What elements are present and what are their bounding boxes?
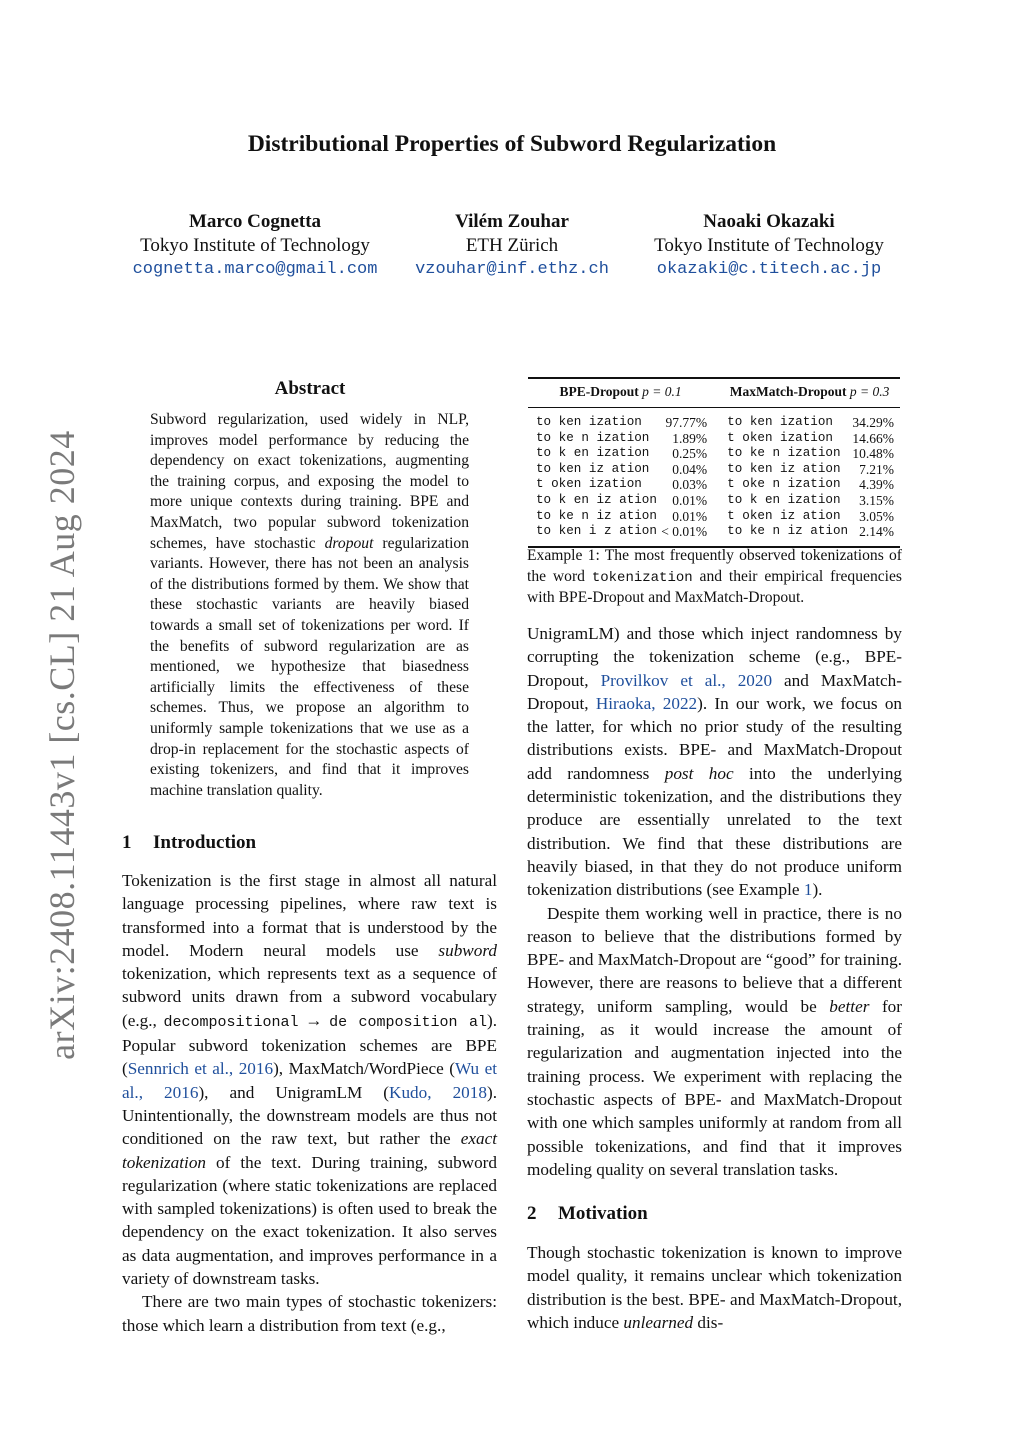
table-cell: to k en ization <box>727 492 841 507</box>
table-cell: 0.01% <box>672 508 708 524</box>
table-cell: t oke n ization <box>727 477 841 492</box>
text: ). Unintentionally, the downstream models are thus not conditioned on the raw text, but rather the <box>122 1082 497 1149</box>
paragraph: There are two main types of stochastic tokenizers: those which learn a distribution from text (e.g., <box>122 1292 497 1335</box>
text: dis- <box>693 1312 724 1332</box>
citation-link[interactable]: Kudo, 2018 <box>389 1082 487 1102</box>
paragraph <box>527 622 902 902</box>
table-cell: to ke n ization <box>536 430 650 445</box>
table-row <box>528 431 900 447</box>
citation-link[interactable]: Hiraoka, 2022 <box>595 693 698 713</box>
paper-title: Distributional Properties of Subword Regularization <box>247 131 777 157</box>
text: Example 1: The most frequently observed tokenizations of the word <box>527 547 902 585</box>
author-affiliation: ETH Zürich <box>465 235 559 256</box>
table-cell: t oken ization <box>536 477 642 492</box>
table-cell: 3.15% <box>859 492 894 508</box>
table-cell: to ke n iz ation <box>727 524 849 539</box>
right-column-body <box>527 622 902 1181</box>
author-email[interactable]: vzouhar@inf.ethz.ch <box>415 260 609 279</box>
text: of the text. During training, subword regularization (where static tokenizations are replaced with sampled tokenizations) is often used to break the dependency on the exact tokenization. It also serves as data augmentation, and improves performance in a variety of downstream tasks. <box>122 1152 497 1289</box>
example-reference-link[interactable]: 1 <box>803 880 813 900</box>
table-cell: 3.05% <box>859 508 894 524</box>
emphasis: better <box>829 996 870 1016</box>
emphasis: unlearned <box>623 1312 694 1332</box>
text: UnigramLM) and those which inject randomness by corrupting the tokenization scheme (e.g., BPE-Dropout, <box>527 624 902 690</box>
table-cell: to k en iz ation <box>536 492 657 507</box>
text: ). Popular subword tokenization schemes are BPE ( <box>122 1010 497 1079</box>
citation-link[interactable]: Provilkov et al., 2020 <box>600 670 773 690</box>
paragraph <box>527 902 902 1182</box>
table-cell: to ke n iz ation <box>536 508 657 523</box>
header-param: p = 0.1 <box>642 384 682 399</box>
emphasis: subword <box>438 940 497 960</box>
author-block-3 <box>619 210 919 282</box>
table-row <box>528 408 900 431</box>
header-label: MaxMatch-Dropout <box>729 384 850 399</box>
table-header-maxmatch <box>719 378 900 408</box>
inline-code: decompositional <box>163 1013 299 1031</box>
motivation-body <box>527 1241 902 1334</box>
table-cell: < 0.01% <box>661 524 708 540</box>
arxiv-identifier: arXiv:2408.11443v1 [cs.CL] 21 Aug 2024 <box>42 430 82 1060</box>
abstract-emphasis: dropout <box>324 534 374 552</box>
text: ). <box>812 880 823 900</box>
text: Though stochastic tokenization is known to improve model quality, it remains unclear which tokenization distribution is the best. BPE- and MaxMatch-Dropout, which induce <box>527 1243 902 1332</box>
author-name: Vilém Zouhar <box>455 211 569 232</box>
table-cell: 34.29% <box>852 415 894 430</box>
table-cell: to ke n ization <box>727 446 841 461</box>
section-heading-introduction <box>122 832 256 854</box>
paragraph <box>122 869 497 1290</box>
section-title: Motivation <box>558 1203 648 1224</box>
table-cell: 97.77% <box>665 415 708 430</box>
table-row <box>528 524 900 547</box>
author-affiliation: Tokyo Institute of Technology <box>140 235 370 256</box>
text: ), MaxMatch/WordPiece ( <box>273 1059 455 1079</box>
table-caption <box>527 546 902 609</box>
inline-code: tokenization <box>591 569 693 586</box>
table-row <box>528 446 900 462</box>
abstract-text <box>150 410 469 801</box>
table-header-row <box>528 378 900 408</box>
table-cell: 1.89% <box>672 430 708 446</box>
table-cell: t oken ization <box>727 430 833 445</box>
section-number: 1 <box>122 832 132 853</box>
citation-link[interactable]: Wu et al., 2016 <box>122 1059 497 1102</box>
section-heading-motivation <box>527 1203 648 1225</box>
author-name: Naoaki Okazaki <box>703 211 835 232</box>
author-email[interactable]: okazaki@c.titech.ac.jp <box>656 260 882 279</box>
table-cell: 2.14% <box>859 524 894 540</box>
table-cell: 10.48% <box>852 446 894 462</box>
table-cell: to ken i z ation <box>536 524 657 539</box>
text: tokenization, which represents text as a sequence of subword units drawn from a subword vocabulary (e.g., <box>122 964 497 1030</box>
table-cell: 14.66% <box>852 430 894 446</box>
author-block-2 <box>362 210 662 282</box>
table-row <box>528 462 900 478</box>
table-cell: to ken ization <box>727 415 833 429</box>
abstract-text-part: regularization variants. However, there has not been an analysis of the distributions formed by them. We show that these stochastic variants are heavily biased towards a small set of tokenizations per word. If the benefits of subword regularization are as mentioned, we hypothesize that biasedness artificially limits the effectiveness of these schemes. Thus, we propose an algorithm to uniformly sample tokenizations that we use as a drop-in replacement for the stochastic aspects of existing tokenizers, and find that it improves machine translation quality. <box>150 534 469 799</box>
abstract-text-part: Subword regularization, used widely in NLP, improves model performance by reducing the dependency on exact tokenizations, augmenting the training corpus, and exposing the model to more unique contexts during training. BPE and MaxMatch, two popular subword tokenization schemes, have stochastic <box>150 411 469 552</box>
table-cell: to ken iz ation <box>536 461 650 476</box>
text: into the underlying deterministic tokenization, and the distributions they produce are essentially unrelated to the text distribution. We find that these distributions are heavily biased, in that they do not produce uniform tokenization distributions (see Example <box>527 763 903 900</box>
abstract-heading: Abstract <box>274 378 346 399</box>
emphasis: exact tokenization <box>122 1129 497 1172</box>
tokenization-frequency-table <box>528 377 900 548</box>
author-name: Marco Cognetta <box>188 211 322 232</box>
text: and their empirical frequencies with BPE-Dropout and MaxMatch-Dropout. <box>527 567 902 607</box>
table-cell: to ken ization <box>536 415 642 429</box>
table-cell: t oken iz ation <box>727 508 841 523</box>
table-row <box>528 509 900 525</box>
table-cell: 0.25% <box>672 446 708 462</box>
table-row <box>528 493 900 509</box>
table-cell: 4.39% <box>859 477 894 493</box>
table-row <box>528 477 900 493</box>
table-cell: 7.21% <box>859 461 894 477</box>
table-cell: 0.01% <box>672 492 708 508</box>
section-title: Introduction <box>153 832 257 853</box>
header-label: BPE-Dropout <box>559 384 643 399</box>
section-number: 2 <box>527 1203 537 1224</box>
text: Despite them working well in practice, there is no reason to believe that the distributions formed by BPE- and MaxMatch-Dropout are “good” for training. However, there are reasons to believe that a different strategy, uniform sampling, would be <box>527 903 902 1016</box>
emphasis: post hoc <box>664 763 734 783</box>
author-email[interactable]: cognetta.marco@gmail.com <box>132 260 378 279</box>
author-affiliation: Tokyo Institute of Technology <box>654 235 884 256</box>
header-param: p = 0.3 <box>849 384 890 399</box>
paragraph <box>527 1241 902 1334</box>
text: ). In our work, we focus on the latter, for which no prior study of the resulting distributions exists. BPE- and MaxMatch-Dropout add randomness <box>527 693 903 783</box>
table-cell: 0.04% <box>672 461 708 477</box>
introduction-body <box>122 869 497 1337</box>
text: Tokenization is the first stage in almost all natural language processing pipelines, where raw text is transformed into a format that is understood by the model. Modern neural models use <box>122 871 497 960</box>
table-header-bpe <box>528 378 713 408</box>
text: and MaxMatch-Dropout, <box>527 670 902 713</box>
table-cell: to ken iz ation <box>727 461 841 476</box>
text: for training, as it would increase the amount of regularization and augmentation injected into the training process. We experiment with replacing the stochastic aspects of BPE- and MaxMatch-Dropout with one which samples uniformly at random from all possible tokenizations, and find that it improves modeling quality on several translation tasks. <box>527 996 902 1179</box>
inline-code: de composition al <box>329 1013 487 1031</box>
author-block-1 <box>105 210 405 282</box>
text: ), and UnigramLM ( <box>198 1082 390 1102</box>
table-cell: to k en ization <box>536 446 650 461</box>
arrow-symbol: → <box>298 1010 330 1030</box>
citation-link[interactable]: Sennrich et al., 2016 <box>127 1059 274 1079</box>
table-cell: 0.03% <box>672 477 708 493</box>
